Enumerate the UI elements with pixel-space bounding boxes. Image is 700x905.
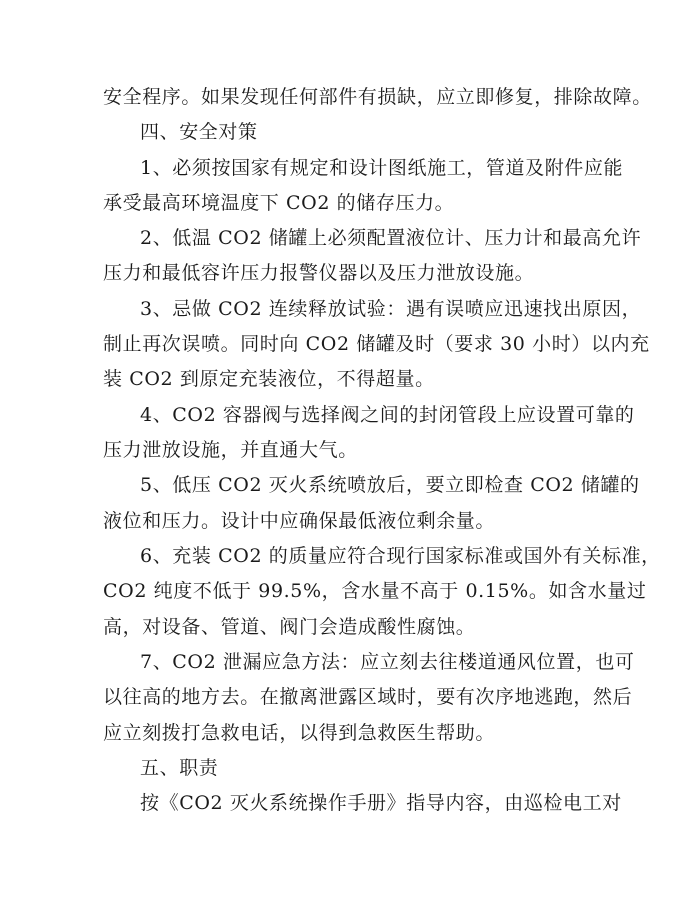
section-heading: 四、安全对策: [140, 121, 258, 143]
text-line: 应立刻拨打急救电话，以得到急救医生帮助。: [103, 722, 496, 744]
text-line: 压力和最低容许压力报警仪器以及压力泄放设施。: [103, 262, 535, 284]
text-line: 4、CO2 容器阀与选择阀之间的封闭管段上应设置可靠的: [140, 404, 635, 426]
text-line: 高，对设备、管道、阀门会造成酸性腐蚀。: [103, 616, 476, 638]
text-line: 以往高的地方去。在撤离泄露区域时，要有次序地逃跑，然后: [103, 686, 633, 708]
text-line: 1、必须按国家有规定和设计图纸施工，管道及附件应能: [140, 157, 624, 179]
text-line: 承受最高环境温度下 CO2 的储存压力。: [103, 192, 455, 214]
text-line: CO2 纯度不低于 99.5%，含水量不高于 0.15%。如含水量过: [103, 580, 647, 602]
text-line: 安全程序。如果发现任何部件有损缺，应立即修复，排除故障。: [103, 86, 652, 108]
text-line: 6、充装 CO2 的质量应符合现行国家标准或国外有关标准，: [140, 545, 661, 567]
text-line: 装 CO2 到原定充装液位，不得超量。: [103, 368, 435, 390]
text-line: 3、忌做 CO2 连续释放试验：遇有误喷应迅速找出原因，: [140, 298, 642, 320]
text-line: 液位和压力。设计中应确保最低液位剩余量。: [103, 510, 496, 532]
text-line: 5、低压 CO2 灭火系统喷放后，要立即检查 CO2 储罐的: [140, 474, 640, 496]
text-line: 制止再次误喷。同时向 CO2 储罐及时（要求 30 小时）以内充: [103, 333, 650, 355]
text-line: 压力泄放设施，并直通大气。: [103, 439, 358, 461]
text-line: 7、CO2 泄漏应急方法：应立刻去往楼道通风位置，也可: [140, 651, 635, 673]
section-heading: 五、职责: [140, 757, 219, 779]
text-line: 2、低温 CO2 储罐上必须配置液位计、压力计和最高允许: [140, 227, 642, 249]
text-line: 按《CO2 灭火系统操作手册》指导内容，由巡检电工对: [140, 792, 622, 814]
